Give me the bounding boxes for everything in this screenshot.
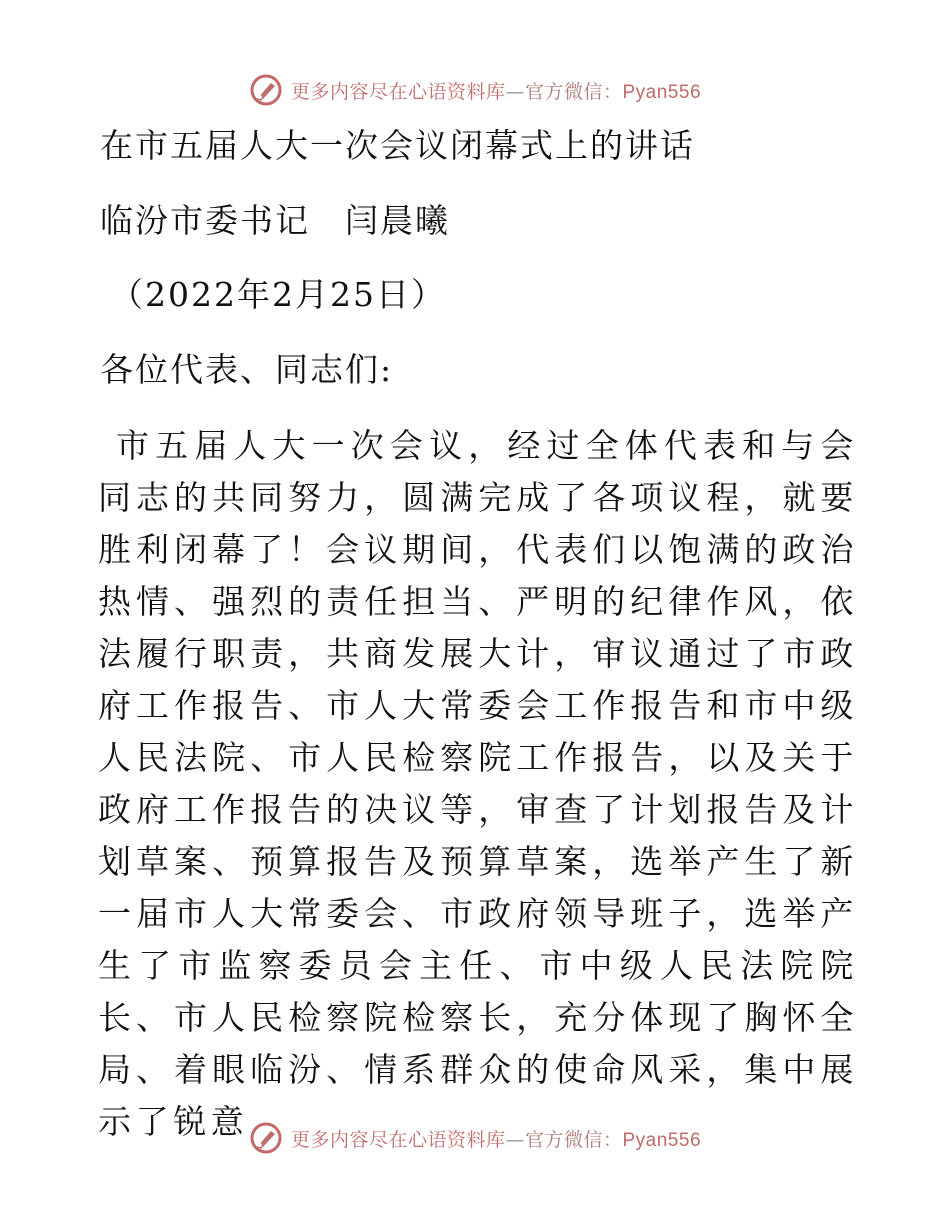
watermark-slogan: 更多内容尽在心语资料库 bbox=[290, 80, 506, 103]
pen-logo-icon bbox=[249, 73, 283, 107]
document-title: 在市五届人大一次会议闭幕式上的讲话 bbox=[100, 126, 695, 165]
body-paragraph: 市五届人大一次会议，经过全体代表和与会同志的共同努力，圆满完成了各项议程，就要胜利闭幕了！会议期间，代表们以饱满的政治热情、强烈的责任担当、严明的纪律作风，依法履行职责，共商发展大计，审议通过了市政府工作报告、市人大常委会工作报告和市中级人民法院、市人民检察院工作报告，以及关于政府工作报告的决议等，审查了计划报告及计划草案、预算报告及预算草案，选举产生了新一届市人大常委会、市政府领导班子，选举产生了市监察委员会主任、市中级人民法院院长、市人民检察院检察长，充分体现了胸怀全局、着眼临汾、情系群众的使命风采，集中展示了锐意 bbox=[98, 426, 858, 1141]
header-watermark bbox=[0, 70, 950, 110]
document-salutation: 各位代表、同志们: bbox=[100, 350, 394, 389]
watermark-text bbox=[291, 77, 701, 104]
watermark-wechat-id: Pyan556 bbox=[622, 81, 702, 103]
document-date: （2022年2月25日） bbox=[110, 275, 446, 314]
pen-logo-icon bbox=[249, 1121, 283, 1155]
document-author: 临汾市委书记 闫晨曦 bbox=[100, 201, 450, 240]
footer-watermark bbox=[0, 1118, 950, 1158]
watermark-separator: — bbox=[505, 80, 525, 103]
watermark-wechat-id: Pyan556 bbox=[622, 1129, 702, 1151]
watermark-wechat-label: 官方微信： bbox=[524, 1128, 623, 1151]
watermark-wechat-label: 官方微信： bbox=[524, 80, 623, 103]
watermark-slogan: 更多内容尽在心语资料库 bbox=[290, 1128, 506, 1151]
watermark-separator: — bbox=[505, 1128, 525, 1151]
watermark-text bbox=[291, 1125, 701, 1152]
